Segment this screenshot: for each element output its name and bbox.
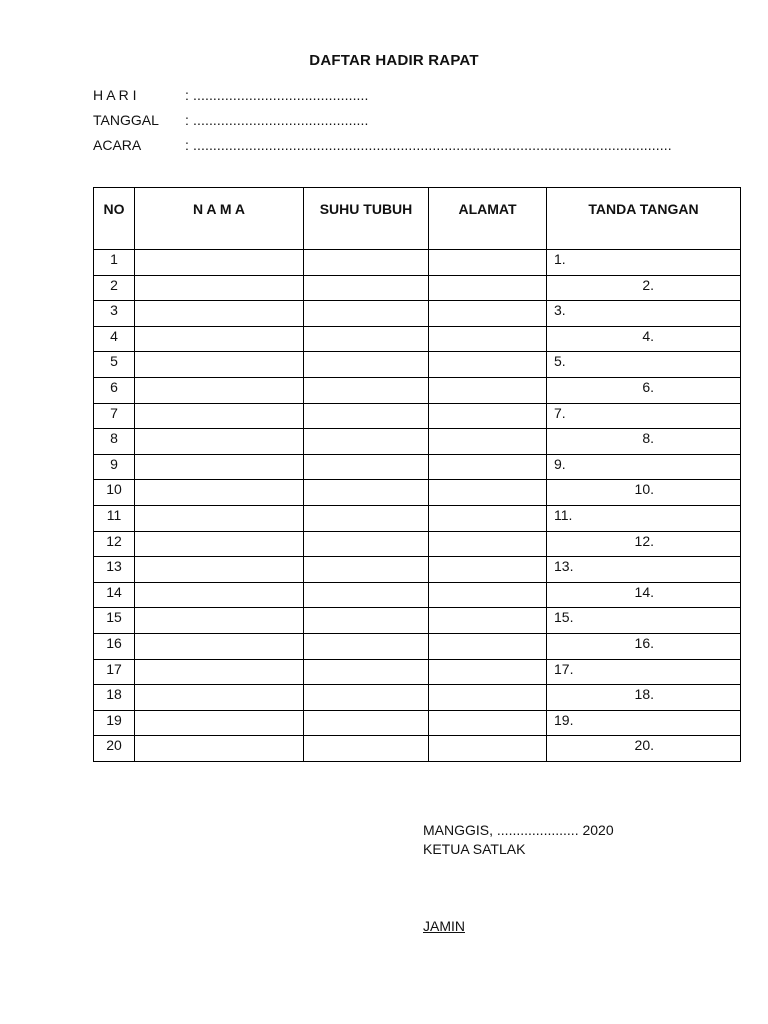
page-title: DAFTAR HADIR RAPAT: [309, 52, 479, 69]
signature-number: 14.: [634, 583, 654, 600]
cell-nama[interactable]: [135, 557, 304, 583]
signature-position: KETUA SATLAK: [423, 841, 526, 857]
cell-no: 9: [94, 454, 135, 480]
cell-suhu-tubuh[interactable]: [304, 531, 429, 557]
signature-number: 15.: [554, 609, 574, 626]
table-row: [94, 608, 741, 634]
cell-suhu-tubuh[interactable]: [304, 429, 429, 455]
cell-no: 7: [94, 403, 135, 429]
table-row: [94, 480, 741, 506]
cell-nama[interactable]: [135, 685, 304, 711]
cell-suhu-tubuh[interactable]: [304, 557, 429, 583]
info-label-hari: H A R I: [93, 87, 137, 103]
cell-suhu-tubuh[interactable]: [304, 301, 429, 327]
cell-tanda-tangan[interactable]: [547, 608, 741, 634]
table-row: [94, 301, 741, 327]
cell-no: 14: [94, 582, 135, 608]
cell-tanda-tangan[interactable]: [547, 377, 741, 403]
signature-number: 1.: [554, 251, 566, 267]
cell-suhu-tubuh[interactable]: [304, 275, 429, 301]
cell-no: 10: [94, 480, 135, 506]
signature-number: 7.: [554, 404, 566, 421]
cell-nama[interactable]: [135, 429, 304, 455]
cell-tanda-tangan[interactable]: [547, 685, 741, 711]
signature-number: 4.: [642, 327, 654, 344]
signature-number: 13.: [554, 558, 574, 575]
cell-alamat[interactable]: [429, 454, 547, 480]
signature-number: 19.: [554, 711, 574, 728]
cell-tanda-tangan[interactable]: [547, 736, 741, 762]
cell-nama[interactable]: [135, 275, 304, 301]
cell-no: 1: [94, 250, 135, 276]
cell-alamat[interactable]: [429, 557, 547, 583]
cell-alamat[interactable]: [429, 736, 547, 762]
table-row: [94, 557, 741, 583]
signature-number: 10.: [634, 481, 654, 498]
cell-suhu-tubuh[interactable]: [304, 250, 429, 276]
info-value-tanggal: : ............................................: [185, 112, 369, 128]
table-row: [94, 377, 741, 403]
header-no: NO: [94, 188, 135, 250]
cell-nama[interactable]: [135, 531, 304, 557]
cell-tanda-tangan[interactable]: [547, 454, 741, 480]
table-row: [94, 429, 741, 455]
signature-number: 3.: [554, 302, 566, 319]
cell-alamat[interactable]: [429, 429, 547, 455]
cell-tanda-tangan[interactable]: [547, 429, 741, 455]
table-row: [94, 736, 741, 762]
cell-suhu-tubuh[interactable]: [304, 608, 429, 634]
signature-number: 9.: [554, 455, 566, 472]
table-row: [94, 582, 741, 608]
cell-suhu-tubuh[interactable]: [304, 685, 429, 711]
info-label-tanggal: TANGGAL: [93, 112, 159, 128]
cell-no: 4: [94, 326, 135, 352]
attendance-table: [93, 187, 741, 762]
cell-suhu-tubuh[interactable]: [304, 582, 429, 608]
cell-tanda-tangan[interactable]: [547, 557, 741, 583]
table-row: [94, 710, 741, 736]
cell-suhu-tubuh[interactable]: [304, 326, 429, 352]
cell-suhu-tubuh[interactable]: [304, 659, 429, 685]
signature-number: 6.: [642, 378, 654, 395]
cell-tanda-tangan[interactable]: [547, 633, 741, 659]
cell-tanda-tangan[interactable]: [547, 301, 741, 327]
cell-tanda-tangan[interactable]: [547, 352, 741, 378]
signature-number: 12.: [634, 532, 654, 549]
cell-suhu-tubuh[interactable]: [304, 454, 429, 480]
signature-number: 20.: [634, 737, 654, 754]
cell-nama[interactable]: [135, 633, 304, 659]
cell-no: 3: [94, 301, 135, 327]
signature-place-date: MANGGIS, ..................... 2020: [423, 822, 614, 838]
cell-alamat[interactable]: [429, 685, 547, 711]
cell-alamat[interactable]: [429, 403, 547, 429]
cell-no: 18: [94, 685, 135, 711]
cell-tanda-tangan[interactable]: [547, 275, 741, 301]
cell-alamat[interactable]: [429, 582, 547, 608]
cell-no: 17: [94, 659, 135, 685]
table-row: [94, 659, 741, 685]
cell-nama[interactable]: [135, 505, 304, 531]
cell-nama[interactable]: [135, 403, 304, 429]
cell-no: 12: [94, 531, 135, 557]
cell-tanda-tangan[interactable]: [547, 582, 741, 608]
cell-tanda-tangan[interactable]: [547, 480, 741, 506]
cell-nama[interactable]: [135, 377, 304, 403]
cell-alamat[interactable]: [429, 608, 547, 634]
signature-number: 16.: [634, 634, 654, 651]
header-nama: N A M A: [135, 188, 304, 250]
cell-no: 6: [94, 377, 135, 403]
info-value-acara: : ........................................................................................................................: [185, 137, 672, 153]
cell-nama[interactable]: [135, 301, 304, 327]
cell-no: 8: [94, 429, 135, 455]
table-row: [94, 326, 741, 352]
signature-number: 5.: [554, 353, 566, 370]
cell-no: 16: [94, 633, 135, 659]
signature-number: 8.: [642, 430, 654, 447]
cell-tanda-tangan[interactable]: [547, 505, 741, 531]
info-label-acara: ACARA: [93, 137, 142, 153]
table-row: [94, 531, 741, 557]
signature-number: 17.: [554, 660, 574, 677]
cell-nama[interactable]: [135, 352, 304, 378]
cell-suhu-tubuh[interactable]: [304, 403, 429, 429]
table-row: [94, 505, 741, 531]
cell-suhu-tubuh[interactable]: [304, 710, 429, 736]
cell-alamat[interactable]: [429, 250, 547, 276]
table-row: [94, 403, 741, 429]
table-row: [94, 454, 741, 480]
cell-no: 5: [94, 352, 135, 378]
signature-number: 18.: [634, 686, 654, 703]
cell-alamat[interactable]: [429, 505, 547, 531]
cell-alamat[interactable]: [429, 633, 547, 659]
cell-alamat[interactable]: [429, 480, 547, 506]
table-row: [94, 275, 741, 301]
cell-nama[interactable]: [135, 736, 304, 762]
table-row: [94, 352, 741, 378]
cell-suhu-tubuh[interactable]: [304, 480, 429, 506]
cell-alamat[interactable]: [429, 531, 547, 557]
cell-alamat[interactable]: [429, 301, 547, 327]
signature-number: 11.: [554, 506, 573, 523]
header-suhu-tubuh: SUHU TUBUH: [304, 188, 429, 250]
cell-nama[interactable]: [135, 480, 304, 506]
cell-alamat[interactable]: [429, 659, 547, 685]
cell-no: 13: [94, 557, 135, 583]
signature-number: 2.: [642, 276, 654, 293]
cell-tanda-tangan[interactable]: [547, 659, 741, 685]
cell-nama[interactable]: [135, 659, 304, 685]
header-tanda-tangan: TANDA TANGAN: [547, 188, 741, 250]
cell-suhu-tubuh[interactable]: [304, 377, 429, 403]
table-row: [94, 250, 741, 276]
cell-no: 15: [94, 608, 135, 634]
cell-tanda-tangan[interactable]: [547, 531, 741, 557]
cell-nama[interactable]: [135, 454, 304, 480]
info-value-hari: : ............................................: [185, 87, 369, 103]
cell-suhu-tubuh[interactable]: [304, 352, 429, 378]
cell-alamat[interactable]: [429, 275, 547, 301]
cell-alamat[interactable]: [429, 710, 547, 736]
cell-tanda-tangan[interactable]: [547, 326, 741, 352]
cell-nama[interactable]: [135, 608, 304, 634]
cell-nama[interactable]: [135, 582, 304, 608]
cell-nama[interactable]: [135, 250, 304, 276]
cell-tanda-tangan[interactable]: [547, 403, 741, 429]
cell-nama[interactable]: [135, 326, 304, 352]
signature-name: JAMIN: [423, 918, 465, 934]
table-header-row: [94, 188, 741, 250]
cell-suhu-tubuh[interactable]: [304, 505, 429, 531]
cell-no: 20: [94, 736, 135, 762]
cell-tanda-tangan[interactable]: [547, 710, 741, 736]
cell-no: 11: [94, 505, 135, 531]
table-row: [94, 685, 741, 711]
cell-no: 19: [94, 710, 135, 736]
cell-alamat[interactable]: [429, 377, 547, 403]
cell-nama[interactable]: [135, 710, 304, 736]
cell-tanda-tangan[interactable]: [547, 250, 741, 276]
cell-alamat[interactable]: [429, 352, 547, 378]
cell-alamat[interactable]: [429, 326, 547, 352]
header-alamat: ALAMAT: [429, 188, 547, 250]
cell-no: 2: [94, 275, 135, 301]
cell-suhu-tubuh[interactable]: [304, 736, 429, 762]
cell-suhu-tubuh[interactable]: [304, 633, 429, 659]
table-row: [94, 633, 741, 659]
